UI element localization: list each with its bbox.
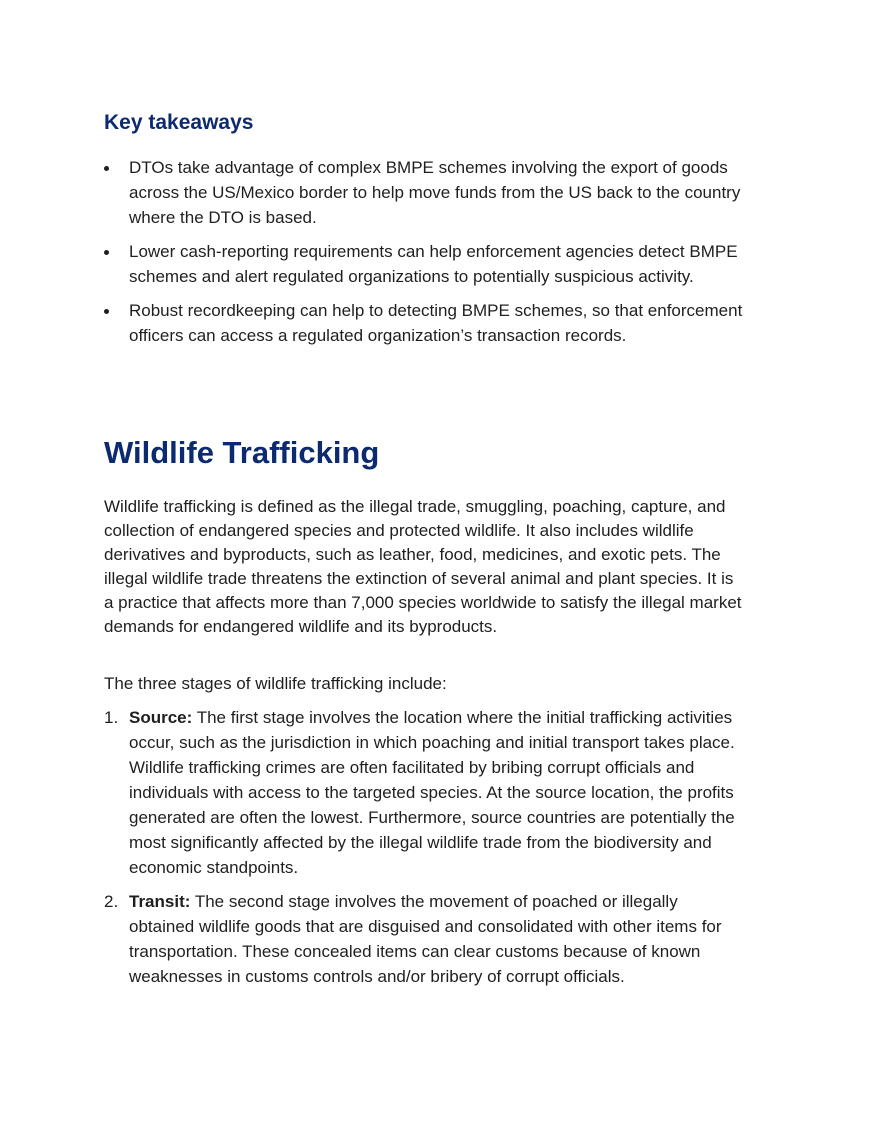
list-item — [104, 155, 744, 230]
section-title: Wildlife Trafficking — [104, 435, 380, 470]
key-takeaways-list — [104, 155, 744, 357]
key-takeaways-heading: Key takeaways — [104, 111, 254, 134]
list-item — [104, 239, 744, 289]
stage-term: Transit: — [129, 892, 191, 911]
stage-description: The first stage involves the location where the initial trafficking activities occur, such as the jurisdiction in which poaching and initial transport takes place. Wildlife trafficking crimes are often facilitated by bribing corrupt officials and individuals with access to the targeted species. At the source location, the profits generated are often the lowest. Furthermore, source countries are potentially the most significantly affected by the illegal wildlife trade from the biodiversity and economic standpoints. — [129, 708, 735, 877]
list-item-text: DTOs take advantage of complex BMPE schemes involving the export of goods across the US/Mexico border to help move funds from the US back to the country where the DTO is based. — [129, 158, 741, 227]
bullet-icon — [104, 250, 109, 255]
list-item — [104, 298, 744, 348]
list-item — [104, 705, 746, 880]
stage-term: Source: — [129, 708, 193, 727]
intro-paragraph: Wildlife trafficking is defined as the illegal trade, smuggling, poaching, capture, and collection of endangered species and protected wildlife. It also includes wildlife derivatives and byproducts, such as leather, food, medicines, and exotic pets. The illegal wildlife trade threatens the extinction of several animal and plant species. It is a practice that affects more than 7,000 species worldwide to satisfy the illegal market demands for endangered wildlife and its byproducts. — [104, 497, 742, 636]
list-item-number: 1. — [104, 708, 119, 727]
list-item-text: Robust recordkeeping can help to detecting BMPE schemes, so that enforcement officers can access a regulated organization’s transaction records. — [129, 301, 743, 345]
stages-list — [104, 705, 746, 998]
bullet-icon — [104, 309, 109, 314]
list-item-text: Lower cash-reporting requirements can help enforcement agencies detect BMPE schemes and alert regulated organizations to potentially suspicious activity. — [129, 242, 738, 286]
bullet-icon — [104, 166, 109, 171]
list-item — [104, 889, 746, 989]
stages-lead-paragraph: The three stages of wildlife trafficking include: — [104, 674, 447, 693]
list-item-number: 2. — [104, 892, 119, 911]
stage-description: The second stage involves the movement of poached or illegally obtained wildlife goods that are disguised and consolidated with other items for transportation. These concealed items can clear customs because of known weaknesses in customs controls and/or bribery of corrupt officials. — [129, 892, 722, 986]
